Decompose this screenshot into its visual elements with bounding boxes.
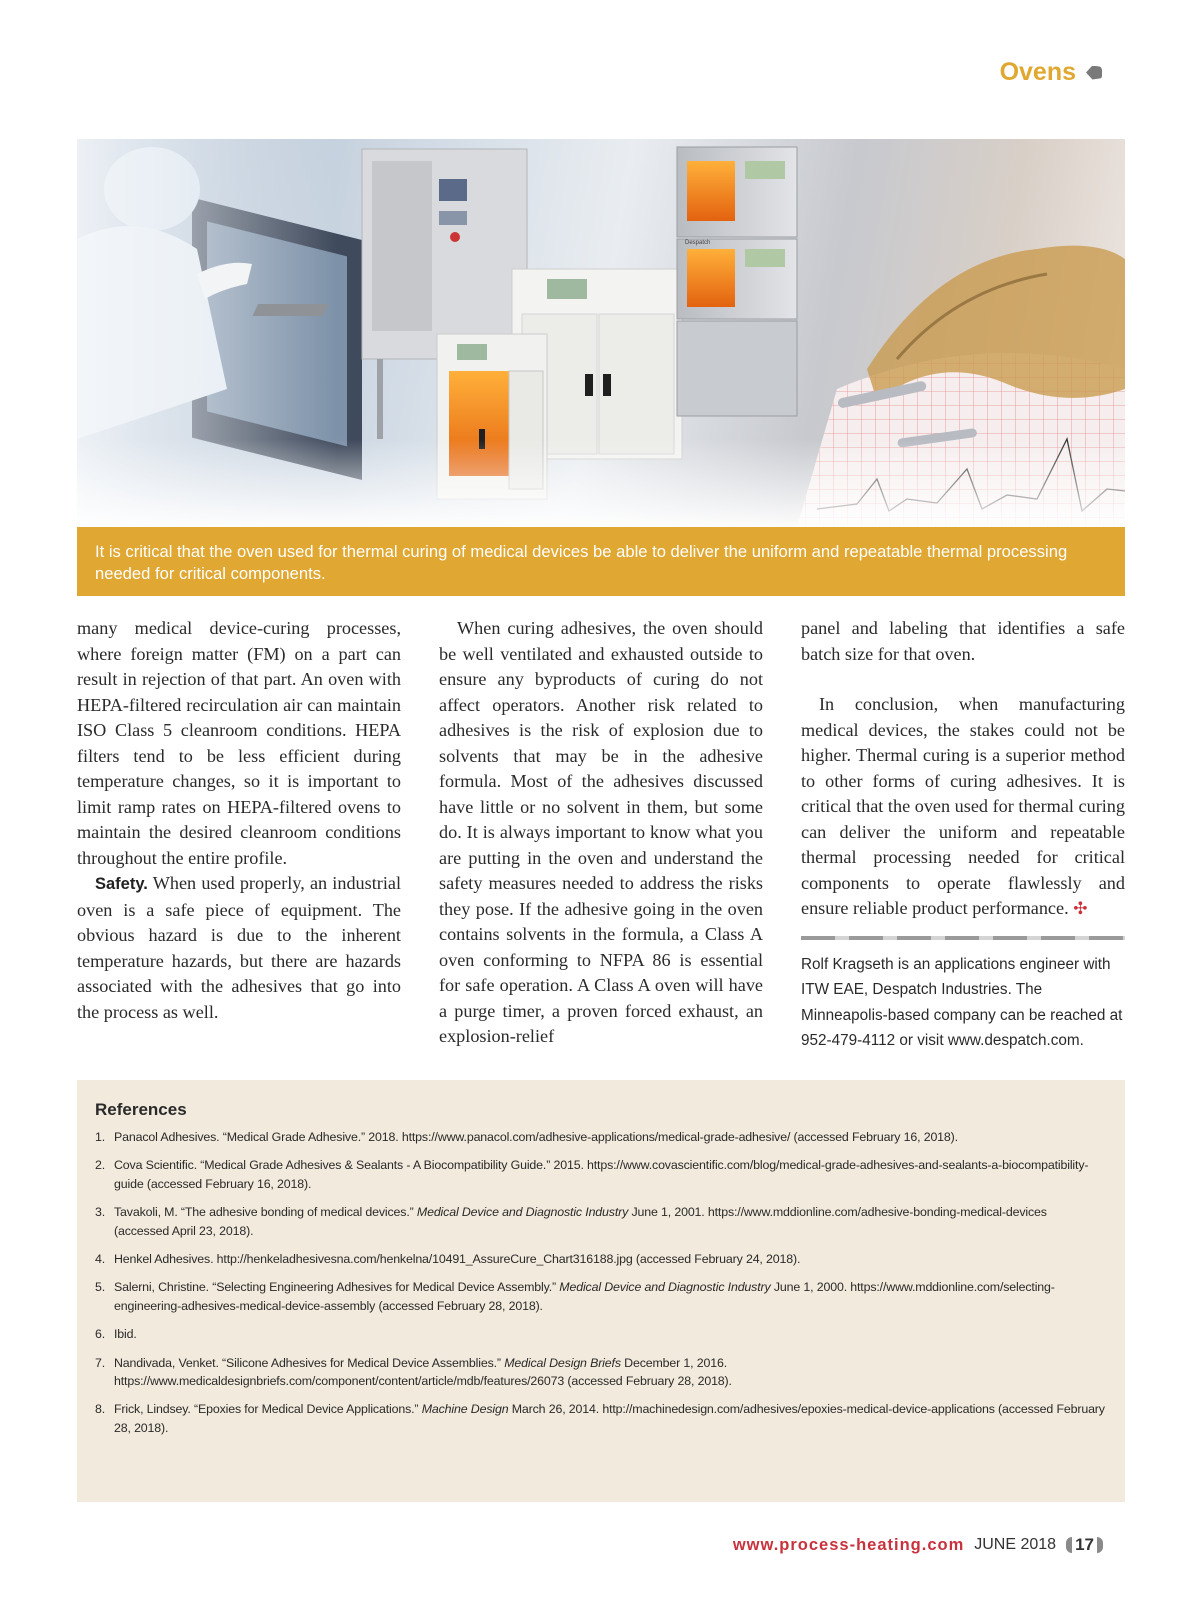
figure-caption: It is critical that the oven used for thermal curing of medical devices be able to deliver the uniform and repeatable thermal processing needed for critical components. [77, 527, 1125, 596]
article-column-1 [77, 616, 401, 1025]
end-of-article-icon: ✣ [1073, 899, 1088, 918]
page-number: 17 [1075, 1535, 1094, 1554]
article-column-3 [801, 616, 1125, 1054]
paragraph-safety [77, 871, 401, 1025]
references-box [77, 1080, 1125, 1502]
reference-item: 5. Salerni, Christine. “Selecting Engineering Adhesives for Medical Device Assembly.” Medical Device and Diagnostic Industry June 1, 2000. https://www.mddionline.com/selecting-engineering-adhesives-medical-device-assembly (accessed February 28, 2018). [95, 1280, 1055, 1313]
reference-item: 1. Panacol Adhesives. “Medical Grade Adhesive.” 2018. https://www.panacol.com/adhesive-applications/medical-grade-adhesive/ (accessed February 16, 2018). [95, 1130, 958, 1144]
reference-item: 8. Frick, Lindsey. “Epoxies for Medical Device Applications.” Machine Design March 26, 2014. http://machinedesign.com/adhesives/epoxies-medical-device-applications (accessed February 28, 2018). [95, 1402, 1105, 1435]
references-title: References [95, 1100, 187, 1119]
section-title: Ovens [999, 58, 1076, 86]
medical-device [867, 246, 1125, 401]
folio-right-cap-icon [1097, 1537, 1103, 1553]
paragraph-ventilation: When curing adhesives, the oven should be well ventilated and exhausted outside to ensure any byproducts of curing do not affect operators. Another risk related to adhesives is the risk of explosion due to solvents that may be in the adhesive formula. Most of the adhesives discussed have little or no solvent in them, but some do. It is always important to know what you are putting in the oven and understand the safety measures needed to address the risks they pose. If the adhesive going in the oven contains solvents in the formula, a Class A oven conforming to NFPA 86 is essential for safe operation. A Class A oven will have a purge timer, a proven forced exhaust, an explosion-relief [439, 618, 763, 1046]
hero-photo [77, 139, 1125, 527]
paragraph-cleanroom: many medical device-curing processes, where foreign matter (FM) on a part can result in rejection of that part. An oven with HEPA-filtered recirculation air can maintain ISO Class 5 cleanroom conditions. HEPA filters tend to be less efficient during temperature changes, so it is important to limit ramp rates on HEPA-filtered ovens to maintain the desired cleanroom conditions throughout the entire profile. [77, 618, 401, 868]
paragraph-class-a-cont: panel and labeling that identifies a safe batch size for that oven. [801, 618, 1125, 664]
footer-date: JUNE 2018 [974, 1536, 1057, 1553]
reference-item: 2. Cova Scientific. “Medical Grade Adhesives & Sealants - A Biocompatibility Guide.” 2015. https://www.covascientific.com/blog/medical-grade-adhesives-and-sealants-a-biocompatibility-guide (accessed February 16, 2018). [95, 1158, 1089, 1191]
safety-text: When used properly, an industrial oven is a safe piece of equipment. The obvious hazard is due to the inherent temperature hazards, but there are hazards associated with the adhesives that go into the process as well. [77, 873, 401, 1022]
section-header [1000, 58, 1102, 87]
bio-divider [801, 936, 1125, 940]
oven-brand-label: Despatch [685, 240, 711, 246]
reference-item: 3. Tavakoli, M. “The adhesive bonding of medical devices.” Medical Device and Diagnostic Industry June 1, 2001. https://www.mddionline.com/adhesive-bonding-medical-devices (accessed April 23, 2018). [95, 1205, 1047, 1238]
reference-item: 4. Henkel Adhesives. http://henkeladhesivesna.com/henkelna/10491_AssureCure_Chart316188.jpg (accessed February 24, 2018). [95, 1252, 801, 1267]
safety-run-in-heading: Safety. [95, 875, 148, 893]
reference-item: 6. Ibid. [95, 1327, 137, 1342]
page-number-badge [1066, 1535, 1103, 1555]
page-footer [733, 1535, 1103, 1555]
section-arrow-icon [1086, 66, 1102, 80]
article-column-2 [439, 616, 763, 1050]
conclusion-text: In conclusion, when manufacturing medical devices, the stakes could not be higher. Thermal curing is a superior method to other forms of curing adhesives. It is critical that the oven used for thermal curing can deliver the uniform and repeatable thermal processing needed for critical components to operate flawlessly and ensure reliable product performance. [801, 694, 1125, 918]
footer-url[interactable]: www.process-heating.com [732, 1535, 965, 1554]
control-panel [372, 161, 432, 331]
hero-illustration [77, 139, 1125, 527]
author-bio: Rolf Kragseth is an applications engineer with ITW EAE, Despatch Industries. The Minneapolis-based company can be reached at 952-479-4112 or visit www.despatch.com. [801, 955, 1123, 1049]
reference-item: 7. Nandivada, Venket. “Silicone Adhesives for Medical Device Assemblies.” Medical Design Briefs December 1, 2016. https://www.medicaldesignbriefs.com/component/content/article/mdb/features/26073 (accessed February 28, 2018). [95, 1355, 732, 1389]
paragraph-conclusion [801, 692, 1125, 922]
folio-left-cap-icon [1066, 1537, 1072, 1553]
references-list [95, 1128, 1105, 1437]
oven-stand [677, 321, 797, 416]
